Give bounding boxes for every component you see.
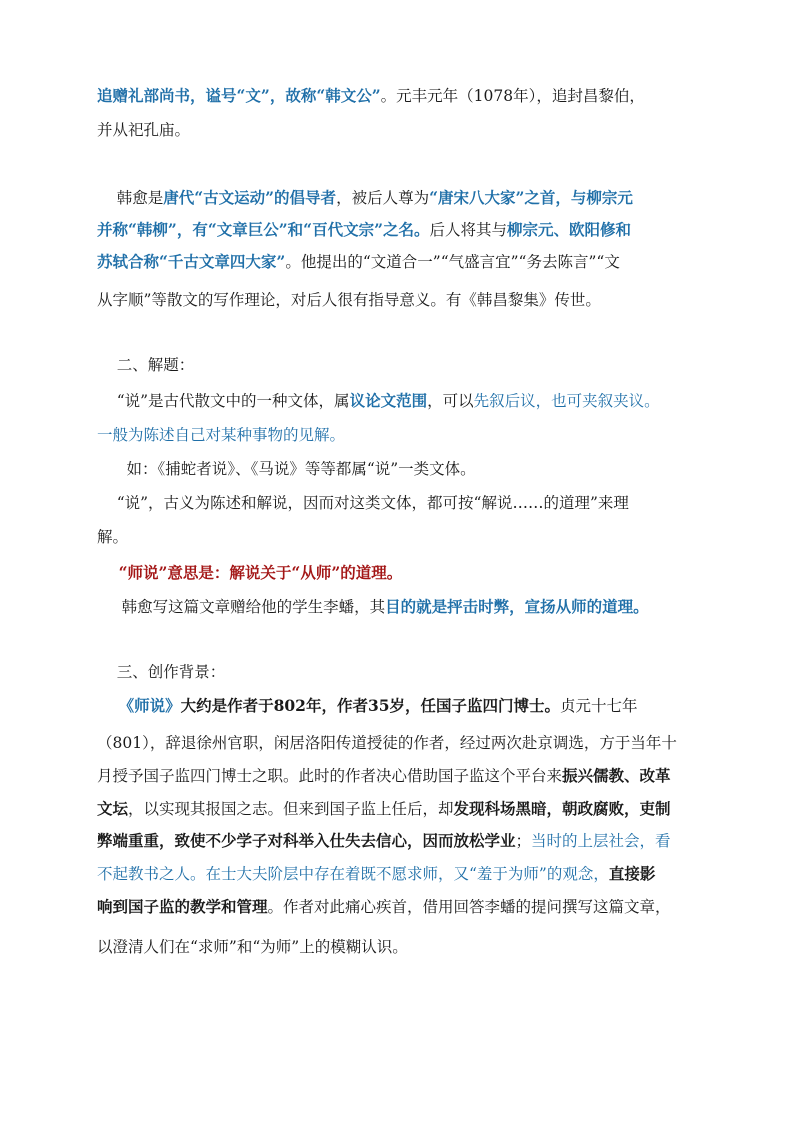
text-line-3: [97, 187, 707, 209]
text-run: ，可以: [427, 392, 474, 410]
text-run: ；: [515, 832, 532, 850]
text-run: “师说”意思是：解说关于“从师”的道理。: [97, 563, 403, 582]
text-run: 弊端重重，致使不少学子对科举入仕失去信心，因而放松学业: [97, 831, 516, 850]
text-run: 。元丰元年（1078年），追封昌黎伯，: [380, 87, 645, 105]
text-run: 如：《捕蛇者说》、《马说》等等都属“说”一类文体。: [97, 460, 476, 478]
text-run: 二、解题：: [97, 356, 195, 374]
text-run: 。他提出的“文道合一”“气盛言宜”“务去陈言”“文: [285, 253, 620, 271]
text-run: 。作者对此痛心疾首，借用回答李蟠的提问撰写这篇文章，: [267, 898, 671, 916]
text-run: ，以实现其报国之志。但来到国子监上任后，却: [128, 800, 454, 818]
text-line-2: [97, 119, 707, 141]
text-line-23: [97, 936, 707, 958]
text-run: 先叙后议，也可夹叙夹议。: [473, 392, 660, 410]
text-line-21: [97, 863, 707, 885]
text-run: 唐代“古文运动”的倡导者: [163, 188, 337, 207]
text-run: 柳宗元、欧阳修和: [507, 220, 632, 239]
text-line-12: [97, 526, 707, 548]
text-run: 并从祀孔庙。: [97, 121, 191, 139]
text-line-6: [97, 289, 707, 311]
text-run: 贞元十七年: [560, 697, 638, 715]
text-run: 苏轼合称“千古文章四大家”: [97, 252, 286, 271]
text-line-11: [97, 492, 707, 514]
text-run: 目的就是抨击时弊，宣扬从师的道理。: [385, 597, 649, 616]
text-run: 《师说》: [97, 696, 181, 715]
text-line-9: [97, 424, 707, 446]
text-run: 振兴儒教、改革: [562, 766, 671, 785]
text-line-17: [97, 732, 707, 754]
text-run: 三、创作背景：: [97, 663, 226, 681]
text-run: 后人将其与: [429, 221, 508, 239]
text-line-10: [97, 458, 707, 480]
text-run: （801），辞退徐州官职，闲居洛阳传道授徒的作者，经过两次赴京调选，方于当年十: [97, 734, 677, 752]
text-line-18: [97, 765, 707, 787]
text-run: “说”是古代散文中的一种文体，属: [97, 392, 350, 410]
text-run: 从字顺”等散文的写作理论，对后人很有指导意义。有《韩昌黎集》传世。: [97, 291, 601, 309]
text-run: “说”，古义为陈述和解说，因而对这类文体，都可按“解说……的道理”来理: [97, 494, 629, 512]
text-run: 大约是作者于802年，作者35岁，任国子监四门博士。: [180, 696, 561, 715]
text-run: “唐宋八大家”之首，与柳宗元: [429, 188, 633, 207]
text-run: 议论文范围: [349, 391, 428, 410]
text-run: 一般为陈述自己对某种事物的见解。: [97, 426, 346, 444]
text-run: 并称“韩柳”，有“文章巨公”和“百代文宗”之名。: [97, 220, 430, 239]
text-run: 以澄清人们在“求师”和“为师”上的模糊认识。: [97, 938, 408, 956]
text-run: 文坛: [97, 799, 129, 818]
text-run: 响到国子监的教学和管理: [97, 897, 268, 916]
text-line-16: [97, 695, 707, 717]
text-line-4: [97, 219, 707, 241]
text-line-22: [97, 896, 707, 918]
text-run: 月授予国子监四门博士之职。此时的作者决心借助国子监这个平台来: [97, 767, 563, 785]
text-line-14: [97, 596, 707, 618]
text-run: 解。: [97, 528, 129, 546]
text-run: 当时的上层社会，看: [531, 832, 671, 850]
text-run: 韩愈是: [97, 189, 164, 207]
text-run: 直接影: [608, 864, 656, 883]
section-heading-background: [97, 661, 707, 683]
text-run: ，被后人尊为: [336, 189, 430, 207]
text-run: 韩愈写这篇文章赠给他的学生李蟠，其: [97, 598, 386, 616]
text-line-5: [97, 251, 707, 273]
text-run: 发现科场黑暗，朝政腐败，吏制: [453, 799, 671, 818]
text-line-1: [97, 85, 707, 107]
text-line-19: [97, 798, 707, 820]
text-line-20: [97, 830, 707, 852]
text-run: 不起教书之人。在士大夫阶层中存在着既不愿求师，又“羞于为师”的观念，: [97, 865, 609, 883]
section-heading-jieti: [97, 354, 707, 376]
text-line-8: [97, 390, 707, 412]
text-line-13: [97, 562, 707, 584]
text-run: 追赠礼部尚书，谥号“文”，故称“韩文公”: [97, 86, 381, 105]
